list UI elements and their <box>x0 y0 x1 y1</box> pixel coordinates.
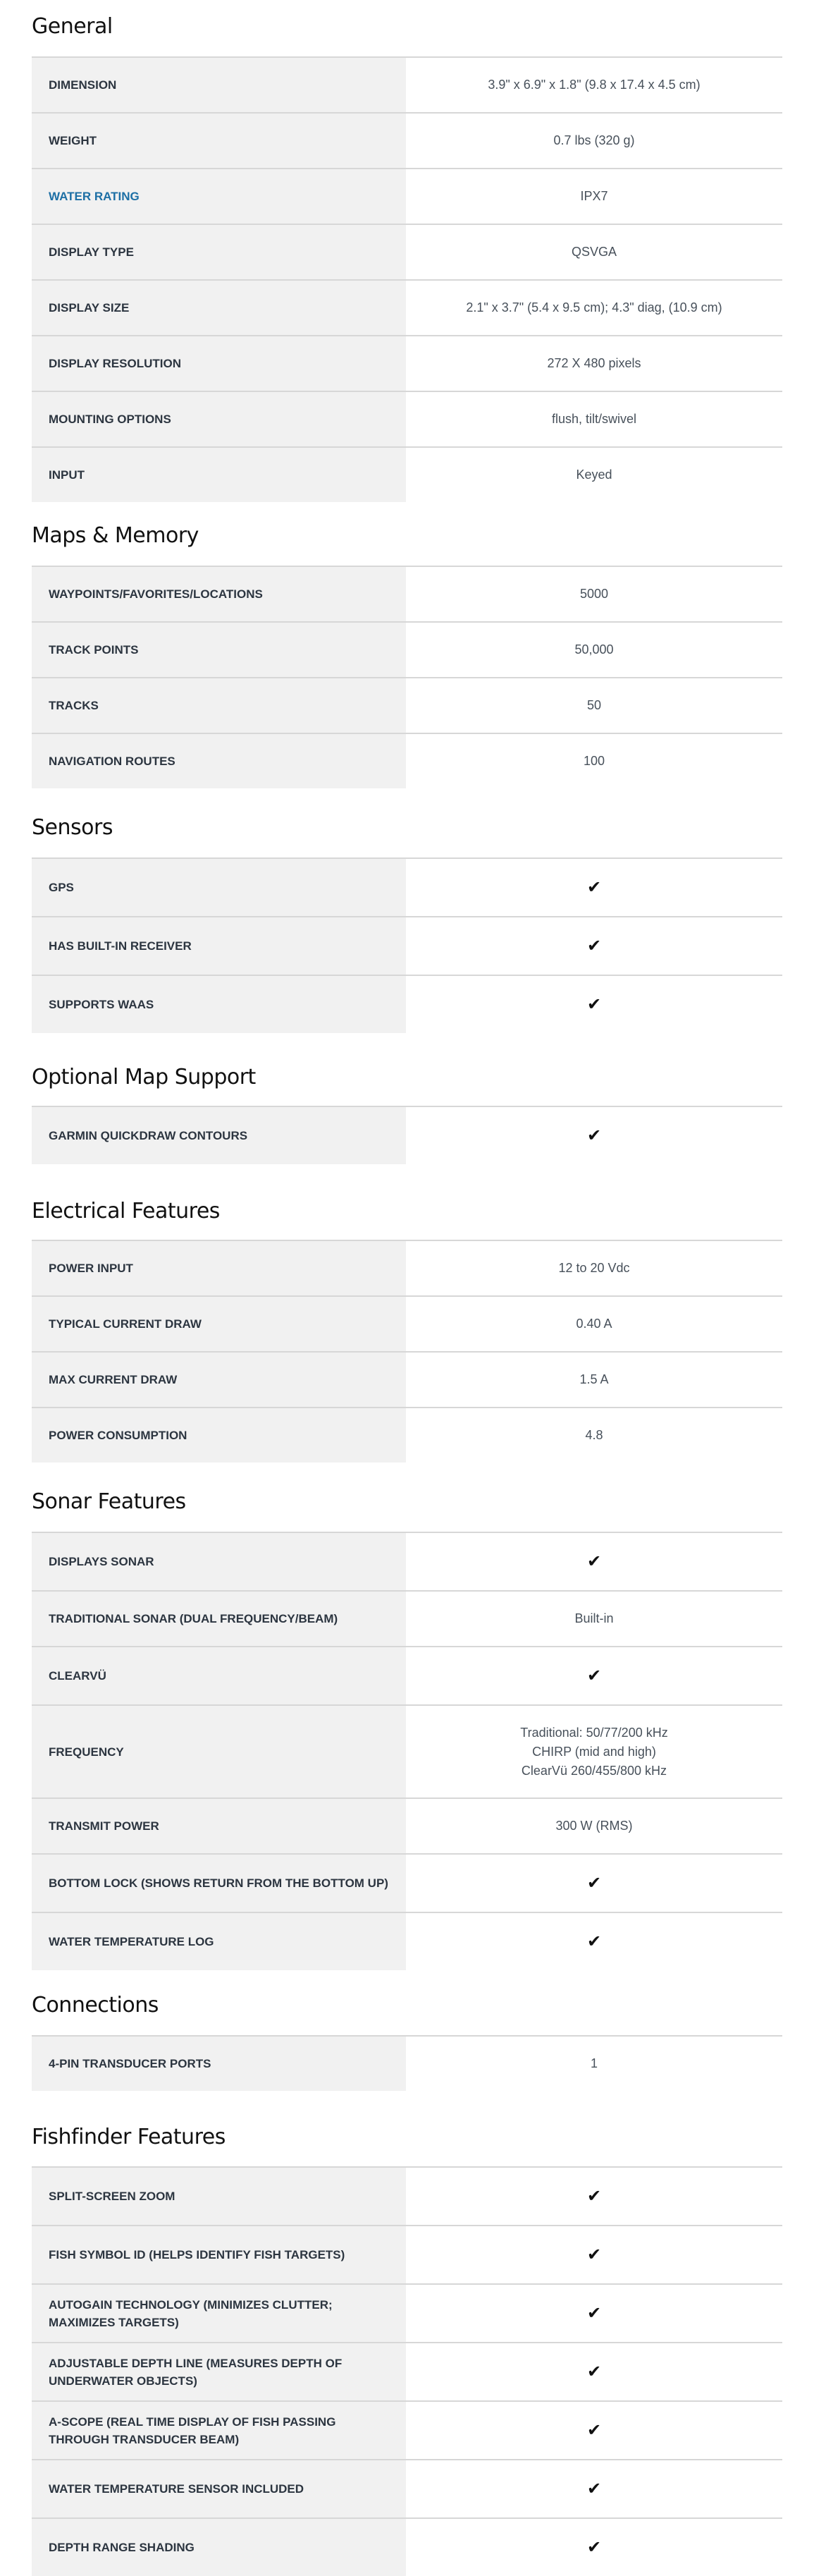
spec-label: BOTTOM LOCK (SHOWS RETURN FROM THE BOTTOM UP) <box>32 1855 406 1912</box>
spec-value-text: Traditional: 50/77/200 kHz CHIRP (mid and high) ClearVü 260/455/800 kHz <box>520 1725 668 1778</box>
spec-label: ADJUSTABLE DEPTH LINE (MEASURES DEPTH OF UNDERWATER OBJECTS) <box>32 2343 406 2400</box>
section-title: Optional Map Support <box>32 1065 256 1089</box>
section-title: Maps & Memory <box>32 523 199 548</box>
spec-row <box>32 58 782 114</box>
spec-value <box>406 2285 782 2342</box>
spec-value <box>406 1297 782 1351</box>
spec-row <box>32 1799 782 1855</box>
spec-row <box>32 976 782 1033</box>
spec-table <box>32 857 782 1033</box>
spec-label: POWER INPUT <box>32 1241 406 1295</box>
spec-value <box>406 734 782 788</box>
spec-value <box>406 623 782 677</box>
spec-label: TYPICAL CURRENT DRAW <box>32 1297 406 1351</box>
spec-value <box>406 336 782 391</box>
spec-row <box>32 1408 782 1463</box>
spec-label: DEPTH RANGE SHADING <box>32 2519 406 2576</box>
spec-row <box>32 2226 782 2285</box>
checkmark-icon: ✔ <box>586 995 602 1014</box>
spec-label: DISPLAY RESOLUTION <box>32 336 406 391</box>
spec-row <box>32 2285 782 2343</box>
spec-value-text: flush, tilt/swivel <box>551 412 637 426</box>
section-title: Sensors <box>32 815 113 840</box>
spec-row <box>32 734 782 788</box>
spec-row <box>32 1533 782 1592</box>
spec-label: DISPLAYS SONAR <box>32 1533 406 1590</box>
spec-label: FREQUENCY <box>32 1706 406 1797</box>
checkmark-icon: ✔ <box>586 878 602 897</box>
spec-label: WATER TEMPERATURE SENSOR INCLUDED <box>32 2460 406 2517</box>
spec-label: TRACKS <box>32 678 406 733</box>
checkmark-icon: ✔ <box>586 2304 602 2323</box>
spec-value <box>406 2168 782 2225</box>
spec-value <box>406 448 782 502</box>
spec-row <box>32 859 782 917</box>
spec-value-text: 0.7 lbs (320 g) <box>553 133 635 147</box>
spec-label: DIMENSION <box>32 58 406 112</box>
spec-value <box>406 2519 782 2576</box>
spec-row <box>32 917 782 976</box>
spec-value <box>406 1353 782 1407</box>
spec-value-text: Keyed <box>576 468 612 482</box>
spec-value <box>406 1706 782 1797</box>
spec-label: GPS <box>32 859 406 916</box>
spec-row <box>32 281 782 336</box>
spec-label: DISPLAY SIZE <box>32 281 406 335</box>
spec-row <box>32 1706 782 1799</box>
spec-value-text: 5000 <box>579 587 609 601</box>
spec-value <box>406 1647 782 1704</box>
spec-label: SPLIT-SCREEN ZOOM <box>32 2168 406 2225</box>
spec-label: DISPLAY TYPE <box>32 225 406 279</box>
spec-table <box>32 2166 782 2576</box>
spec-row <box>32 2343 782 2402</box>
spec-value <box>406 114 782 168</box>
spec-label: GARMIN QUICKDRAW CONTOURS <box>32 1107 406 1164</box>
spec-row <box>32 448 782 502</box>
section-title: Connections <box>32 1993 159 2018</box>
spec-value-text: QSVGA <box>571 245 617 259</box>
spec-row <box>32 1107 782 1164</box>
spec-label-link[interactable]: WATER RATING <box>32 169 406 224</box>
spec-label: A-SCOPE (REAL TIME DISPLAY OF FISH PASSING THROUGH TRANSDUCER BEAM) <box>32 2402 406 2459</box>
spec-row <box>32 623 782 678</box>
spec-value <box>406 281 782 335</box>
spec-value-text: 300 W (RMS) <box>555 1819 633 1833</box>
spec-value-text: 1 <box>590 2056 598 2070</box>
checkmark-icon: ✔ <box>586 1552 602 1571</box>
checkmark-icon: ✔ <box>586 2538 602 2557</box>
spec-value <box>406 1855 782 1912</box>
spec-row <box>32 1913 782 1970</box>
spec-value <box>406 567 782 621</box>
spec-row <box>32 114 782 169</box>
section-title: General <box>32 14 113 39</box>
spec-table <box>32 56 782 502</box>
spec-value <box>406 678 782 733</box>
spec-table <box>32 1240 782 1463</box>
spec-row <box>32 2402 782 2460</box>
spec-row <box>32 1647 782 1706</box>
spec-row <box>32 336 782 392</box>
spec-value <box>406 1533 782 1590</box>
spec-value <box>406 917 782 975</box>
checkmark-icon: ✔ <box>586 1126 602 1145</box>
spec-row <box>32 1855 782 1913</box>
spec-row <box>32 1297 782 1353</box>
spec-value-text: 272 X 480 pixels <box>547 356 641 370</box>
spec-label: AUTOGAIN TECHNOLOGY (MINIMIZES CLUTTER; MAXIMIZES TARGETS) <box>32 2285 406 2342</box>
spec-label: POWER CONSUMPTION <box>32 1408 406 1463</box>
spec-value-text: 50,000 <box>574 642 614 657</box>
spec-row <box>32 392 782 448</box>
spec-row <box>32 567 782 623</box>
spec-value <box>406 392 782 446</box>
spec-value-text: 12 to 20 Vdc <box>558 1261 630 1275</box>
checkmark-icon: ✔ <box>586 936 602 956</box>
spec-value <box>406 2037 782 2091</box>
spec-value <box>406 1241 782 1295</box>
spec-value <box>406 58 782 112</box>
spec-value <box>406 1592 782 1646</box>
spec-table <box>32 566 782 788</box>
spec-row <box>32 1241 782 1297</box>
spec-label: MOUNTING OPTIONS <box>32 392 406 446</box>
spec-row <box>32 2168 782 2226</box>
spec-label: TRACK POINTS <box>32 623 406 677</box>
spec-row <box>32 2037 782 2091</box>
spec-row <box>32 225 782 281</box>
spec-value <box>406 859 782 916</box>
checkmark-icon: ✔ <box>586 1932 602 1951</box>
spec-label: MAX CURRENT DRAW <box>32 1353 406 1407</box>
spec-label: NAVIGATION ROUTES <box>32 734 406 788</box>
checkmark-icon: ✔ <box>586 1874 602 1893</box>
spec-label: TRADITIONAL SONAR (DUAL FREQUENCY/BEAM) <box>32 1592 406 1646</box>
spec-value-text: 100 <box>583 754 605 768</box>
spec-row <box>32 2519 782 2576</box>
spec-value <box>406 1107 782 1164</box>
spec-label: 4-PIN TRANSDUCER PORTS <box>32 2037 406 2091</box>
spec-table <box>32 2035 782 2091</box>
checkmark-icon: ✔ <box>586 1666 602 1685</box>
section-title: Sonar Features <box>32 1489 186 1514</box>
spec-value <box>406 2460 782 2517</box>
checkmark-icon: ✔ <box>586 2362 602 2381</box>
spec-value-text: IPX7 <box>580 189 608 203</box>
spec-value-text: Built-in <box>574 1611 614 1625</box>
spec-value <box>406 169 782 224</box>
spec-value-text: 3.9" x 6.9" x 1.8" (9.8 x 17.4 x 4.5 cm) <box>488 78 701 92</box>
spec-row <box>32 678 782 734</box>
spec-value <box>406 225 782 279</box>
spec-row <box>32 169 782 225</box>
spec-value <box>406 1913 782 1970</box>
spec-value <box>406 2343 782 2400</box>
spec-value <box>406 2226 782 2283</box>
spec-value <box>406 976 782 1033</box>
spec-value-text: 4.8 <box>585 1428 603 1442</box>
spec-value <box>406 2402 782 2459</box>
section-title: Electrical Features <box>32 1199 220 1223</box>
spec-label: INPUT <box>32 448 406 502</box>
spec-value-text: 0.40 A <box>576 1317 612 1331</box>
spec-value-text: 1.5 A <box>579 1372 609 1386</box>
spec-value-text: 50 <box>586 698 602 712</box>
spec-label: HAS BUILT-IN RECEIVER <box>32 917 406 975</box>
spec-value-text: 2.1" x 3.7" (5.4 x 9.5 cm); 4.3" diag, (10.9 cm) <box>466 300 722 315</box>
spec-table <box>32 1106 782 1164</box>
checkmark-icon: ✔ <box>586 2187 602 2206</box>
spec-label: SUPPORTS WAAS <box>32 976 406 1033</box>
spec-label: WATER TEMPERATURE LOG <box>32 1913 406 1970</box>
spec-value <box>406 1408 782 1463</box>
checkmark-icon: ✔ <box>586 2245 602 2264</box>
section-title: Fishfinder Features <box>32 2125 226 2149</box>
spec-row <box>32 1353 782 1408</box>
spec-label: TRANSMIT POWER <box>32 1799 406 1853</box>
spec-label: WAYPOINTS/FAVORITES/LOCATIONS <box>32 567 406 621</box>
spec-table <box>32 1532 782 1970</box>
spec-row <box>32 1592 782 1647</box>
spec-label: FISH SYMBOL ID (HELPS IDENTIFY FISH TARGETS) <box>32 2226 406 2283</box>
checkmark-icon: ✔ <box>586 2421 602 2440</box>
checkmark-icon: ✔ <box>586 2479 602 2498</box>
spec-label: WEIGHT <box>32 114 406 168</box>
spec-label: CLEARVÜ <box>32 1647 406 1704</box>
spec-value <box>406 1799 782 1853</box>
spec-row <box>32 2460 782 2519</box>
